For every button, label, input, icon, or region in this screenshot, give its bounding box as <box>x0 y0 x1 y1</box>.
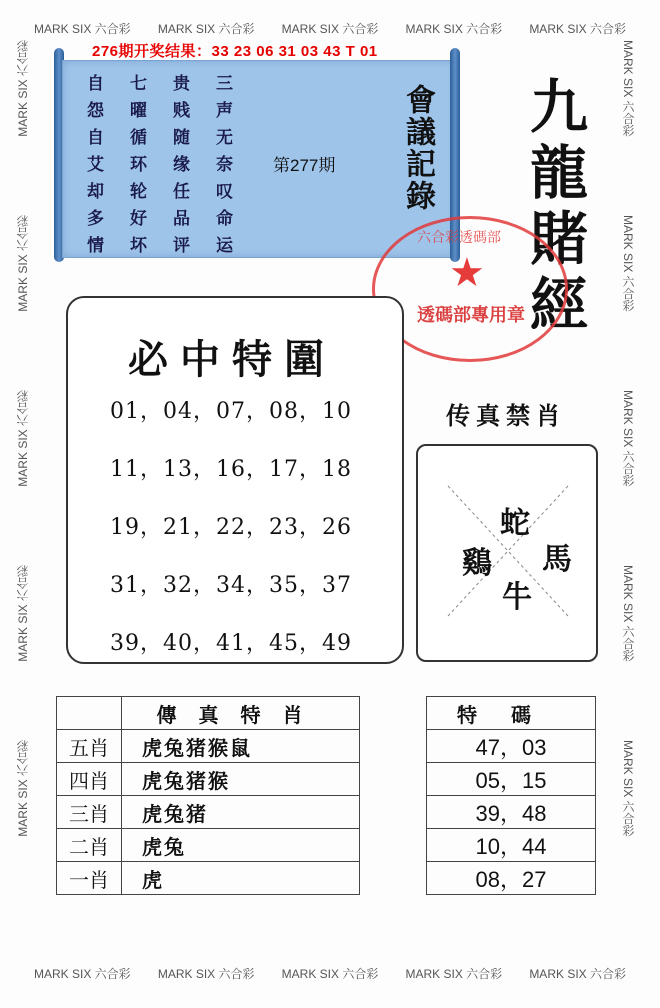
poem-char: 曜 <box>130 101 147 121</box>
watermark-text: MARK SIX 六合彩 <box>34 22 131 36</box>
special-numbers-box <box>66 296 404 664</box>
zodiac-bottom: 牛 <box>502 580 532 615</box>
poem-char: 多 <box>87 209 104 229</box>
poem-char: 艾 <box>87 155 104 175</box>
number-row: 39，40，41，45，49 <box>110 631 352 656</box>
poem-char: 情 <box>87 236 104 256</box>
watermark-text: MARK SIX 六合彩 <box>405 22 503 36</box>
table-row <box>427 796 596 829</box>
watermark-text: MARK SIX 六合彩 <box>16 40 30 137</box>
table-cell-value: 39，48 <box>427 796 596 829</box>
watermark-text: MARK SIX 六合彩 <box>16 390 30 487</box>
poem-char: 轮 <box>130 182 147 202</box>
table-cell-value: 虎兔猪猴 <box>122 763 360 796</box>
issue-number: 第277期 <box>273 156 336 175</box>
watermark-left <box>14 40 34 965</box>
table-row <box>427 763 596 796</box>
poem-column <box>216 71 233 260</box>
watermark-text: MARK SIX 六合彩 <box>281 967 379 981</box>
watermark-text: MARK SIX 六合彩 <box>34 967 131 981</box>
banned-zodiac-title: 传真禁肖 <box>446 401 566 430</box>
poem-char: 叹 <box>216 182 233 202</box>
table-header-cell <box>57 697 122 730</box>
poem-char: 无 <box>216 128 233 148</box>
poem-char: 声 <box>216 101 233 121</box>
table-cell-value: 虎兔猪猴鼠 <box>122 730 360 763</box>
seal-text: 透碼部專用章 <box>417 305 525 325</box>
watermark-text: MARK SIX 六合彩 <box>157 22 255 36</box>
table-cell-value: 05，15 <box>427 763 596 796</box>
watermark-text: MARK SIX 六合彩 <box>16 740 30 837</box>
watermark-text: MARK SIX 六合彩 <box>621 215 635 312</box>
table-cell-value: 47，03 <box>427 730 596 763</box>
watermark-bottom <box>34 965 626 982</box>
table-row <box>57 763 360 796</box>
table-cell-label: 五肖 <box>57 730 122 763</box>
seal-arc-text: 六合彩透碼部 <box>417 229 501 245</box>
poem-char: 品 <box>173 209 190 229</box>
table-row <box>57 796 360 829</box>
table-header-row <box>427 697 596 730</box>
poem-char: 评 <box>173 236 190 256</box>
table-cell-label: 二肖 <box>57 829 122 862</box>
banned-zodiac-box <box>416 444 598 662</box>
watermark-text: MARK SIX 六合彩 <box>621 390 635 487</box>
table-cell-label: 一肖 <box>57 862 122 895</box>
watermark-top <box>34 20 626 37</box>
watermark-text: MARK SIX 六合彩 <box>621 740 635 837</box>
table-row <box>427 829 596 862</box>
poem-char: 命 <box>216 209 233 229</box>
table-cell-label: 三肖 <box>57 796 122 829</box>
watermark-right <box>620 40 640 965</box>
table-header-row <box>57 697 360 730</box>
watermark-text: MARK SIX 六合彩 <box>621 40 635 137</box>
table-row <box>427 730 596 763</box>
poem-char: 奈 <box>216 155 233 175</box>
table-cell-value: 虎兔 <box>122 829 360 862</box>
poem <box>87 71 233 260</box>
star-icon: ★ <box>449 250 485 296</box>
table-cell-value: 08，27 <box>427 862 596 895</box>
poem-char: 却 <box>87 182 104 202</box>
number-row: 19，21，22，23，26 <box>110 515 352 540</box>
poem-char: 环 <box>130 155 147 175</box>
poem-char: 贵 <box>173 74 190 94</box>
table-cell-value: 虎兔猪 <box>122 796 360 829</box>
table-row <box>57 829 360 862</box>
special-code-table <box>426 696 596 895</box>
draw-result-line: 276期开奖结果：33 23 06 31 03 43 T 01 <box>92 43 378 60</box>
poem-char: 自 <box>87 128 104 148</box>
poem-char: 坏 <box>130 236 147 256</box>
watermark-text: MARK SIX 六合彩 <box>529 967 626 981</box>
poem-char: 好 <box>130 209 147 229</box>
watermark-text: MARK SIX 六合彩 <box>157 967 255 981</box>
poem-char: 七 <box>130 74 147 94</box>
table-cell-value: 10，44 <box>427 829 596 862</box>
watermark-text: MARK SIX 六合彩 <box>16 565 30 662</box>
watermark-text: MARK SIX 六合彩 <box>16 215 30 312</box>
special-numbers-list <box>110 398 352 688</box>
meeting-record-title: 會議記錄 <box>400 84 435 212</box>
zodiac-left: 鷄 <box>462 546 492 581</box>
poem-char: 随 <box>173 128 190 148</box>
poem-column <box>130 71 147 260</box>
table-cell-value: 虎 <box>122 862 360 895</box>
main-title: 九龍賭經 <box>520 76 588 340</box>
poem-char: 三 <box>216 74 233 94</box>
poem-column <box>87 71 104 260</box>
poem-scroll <box>62 60 456 258</box>
number-row: 31，32，34，35，37 <box>110 573 352 598</box>
table-header-cell: 特碼 <box>427 697 596 730</box>
number-row: 11，13，16，17，18 <box>110 457 352 482</box>
fax-zodiac-table <box>56 696 360 895</box>
poem-char: 循 <box>130 128 147 148</box>
zodiac-top: 蛇 <box>500 506 530 541</box>
poem-char: 运 <box>216 236 233 256</box>
table-row <box>427 862 596 895</box>
poem-char: 自 <box>87 74 104 94</box>
zodiac-right: 馬 <box>542 542 572 577</box>
poem-char: 贱 <box>173 101 190 121</box>
poem-char: 任 <box>173 182 190 202</box>
table-row <box>57 730 360 763</box>
poem-char: 缘 <box>173 155 190 175</box>
watermark-text: MARK SIX 六合彩 <box>405 967 503 981</box>
table-header-cell: 傳真特肖 <box>122 697 360 730</box>
poem-column <box>173 71 190 260</box>
poem-char: 怨 <box>87 101 104 121</box>
table-cell-label: 四肖 <box>57 763 122 796</box>
watermark-text: MARK SIX 六合彩 <box>621 565 635 662</box>
special-numbers-title: 必中特圍 <box>128 336 336 383</box>
table-row <box>57 862 360 895</box>
watermark-text: MARK SIX 六合彩 <box>529 22 626 36</box>
number-row: 01，04，07，08，10 <box>110 399 352 424</box>
watermark-text: MARK SIX 六合彩 <box>281 22 379 36</box>
